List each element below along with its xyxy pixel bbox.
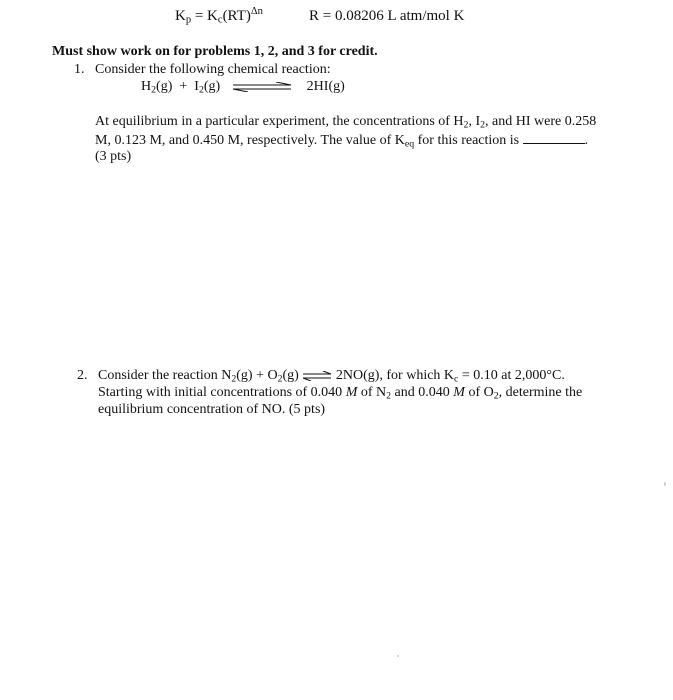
kc-subscript: c [217,14,223,26]
problem-1-intro: Consider the following chemical reaction: [95,62,331,77]
problem-2-number: 2. [77,368,88,383]
scan-speck [664,482,666,486]
problem-2-line-3: equilibrium concentration of NO. (5 pts) [98,402,326,417]
equilibrium-arrow-icon [302,371,332,381]
kc-symbol: = K [191,8,218,24]
delta-n-exponent: Δn [250,6,263,18]
equilibrium-arrow-icon [231,82,293,92]
problem-1-number: 1. [74,62,85,77]
problem-2-line-1: Consider the reaction $N_2(g) + O_2(g)$ 2NO(g), for which $K_c = 0.10$ at 2,000°C. [98,368,565,385]
problem-1-points: (3 pts) [95,149,132,164]
kp-symbol: K [175,8,186,24]
gas-constant: R = 0.08206 L atm/mol K [309,8,465,24]
scan-speck [397,655,399,657]
problem-1-line-2: M, 0.123 M, and 0.450 M, respectively. The value of $K_{eq}$ for this reaction is . [95,133,589,150]
problem-2-line-2: Starting with initial concentrations of 0.040 M of $N_2$ and 0.040 M of $O_2$, determine the [98,385,583,402]
rt-term: (RT) [222,8,251,24]
kp-subscript: p [185,14,192,26]
answer-blank[interactable] [523,131,585,144]
instruction-text: Must show work on for problems 1, 2, and 3 for credit. [52,44,378,59]
problem-1-reaction: $H_2(g) + I_2(g)$ 2HI(g) [141,79,345,96]
problem-1-line-1: At equilibrium in a particular experiment, the concentrations of $H_2$, $I_2$, and HI were 0.258 [95,114,597,131]
kp-kc-relation [175,8,263,25]
